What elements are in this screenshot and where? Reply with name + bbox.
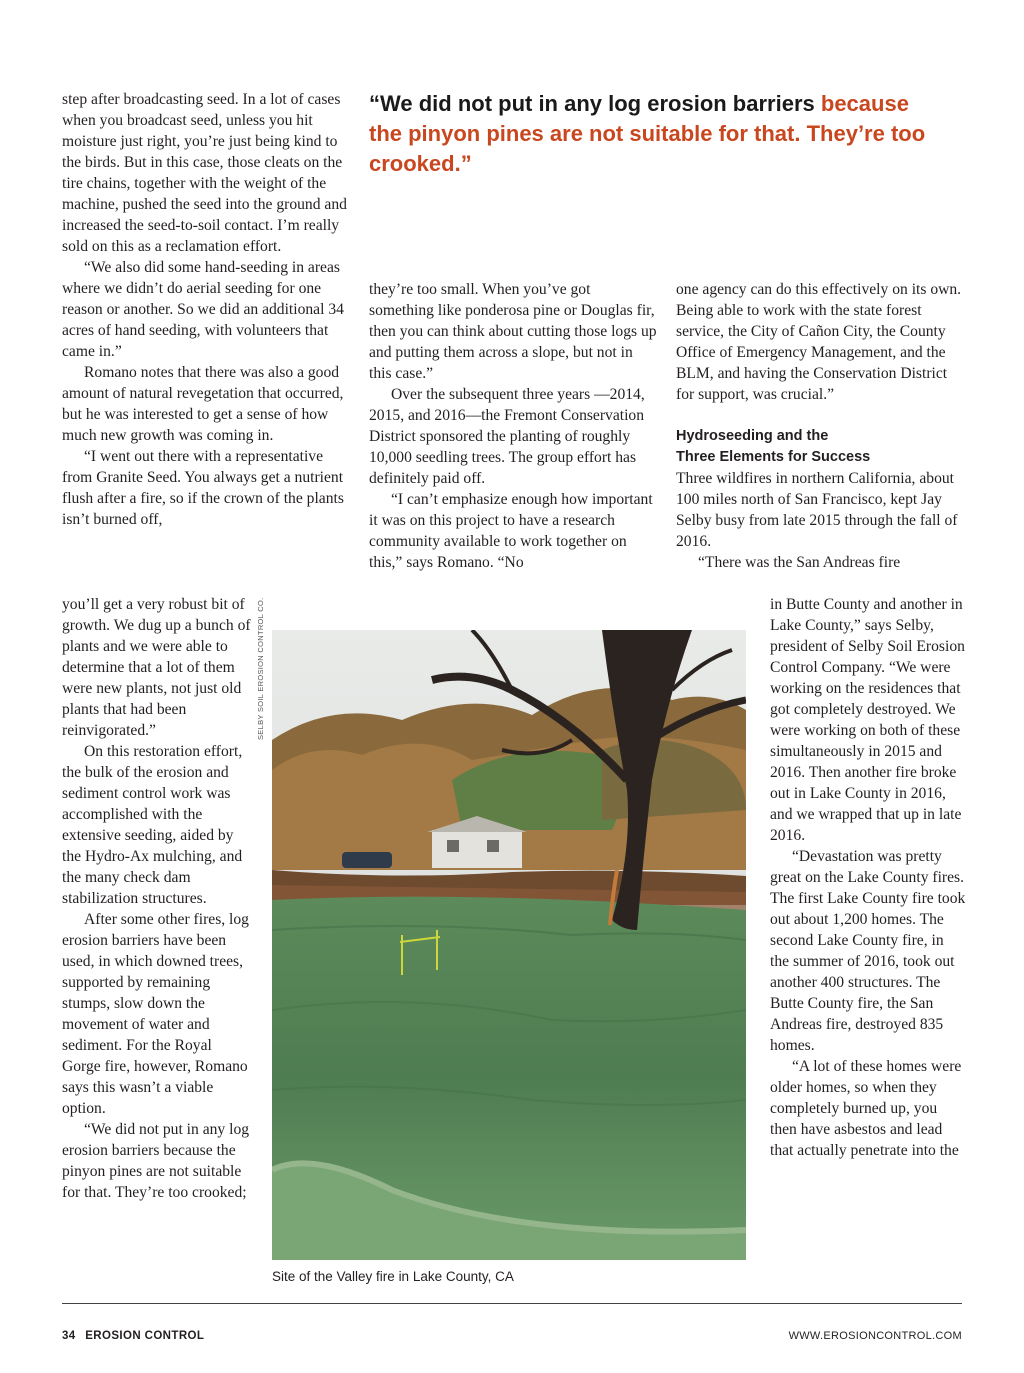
column3 <box>676 279 966 573</box>
pull-quote-part1: “We did not put in any log erosion barriers <box>369 91 815 116</box>
subhead-line1: Hydroseeding and the <box>676 428 829 444</box>
column2 <box>369 279 659 573</box>
column3-top <box>676 279 966 405</box>
column1-top <box>62 89 352 530</box>
section-subhead <box>676 426 966 468</box>
paragraph: “A lot of these homes were older homes, so when they completely burned up, you then have asbestos and lead that actually penetrate into the <box>770 1058 962 1159</box>
paragraph: “I went out there with a representative from Granite Seed. You always get a nutrient flush after a fire, so if the crown of the plants isn’t burned off, <box>62 448 344 528</box>
paragraph: “Devastation was pretty great on the Lake County fires. The first Lake County fire took out about 1,200 homes. The second Lake County fire, in the summer of 2016, took out another 400 structures. The Butte County fire, the San Andreas fire, destroyed 835 homes. <box>770 848 966 1054</box>
subhead-line2: Three Elements for Success <box>676 449 871 465</box>
footer-url: WWW.EROSIONCONTROL.COM <box>788 1330 962 1342</box>
footer-divider <box>62 1303 962 1304</box>
paragraph: Over the subsequent three years —2014, 2015, and 2016—the Fremont Conservation District sponsored the planting of roughly 10,000 seedling trees. The group effort has definitely paid off. <box>369 386 645 487</box>
paragraph: “We also did some hand-seeding in areas where we didn’t do aerial seeding for one reason or another. So we did an additional 34 acres of hand seeding, with volunteers that came in.” <box>62 259 344 360</box>
paragraph: step after broadcasting seed. In a lot of cases when you broadcast seed, unless you hit moisture just right, you’re just being kind to the birds. But in this case, those cleats on the tire chains, together with the weight of the machine, pushed the seed into the ground and increased the seed-to-soil contact. I’m really sold on this as a reclamation effort. <box>62 91 347 255</box>
magazine-name: EROSION CONTROL <box>85 1330 205 1342</box>
footer-left <box>62 1330 204 1342</box>
photo-illustration <box>272 630 746 1260</box>
paragraph: “We did not put in any log erosion barriers because the pinyon pines are not suitable for that. They’re too crooked; <box>62 1121 250 1201</box>
column3-narrow <box>770 594 966 1161</box>
paragraph: Romano notes that there was also a good amount of natural revegetation that occurred, but he was interested to get a sense of how much new growth was coming in. <box>62 364 344 444</box>
paragraph: On this restoration effort, the bulk of the erosion and sediment control work was accomplished with the extensive seeding, aided by the Hydro-Ax mulching, and the many check dam stabilization structures. <box>62 743 243 907</box>
pull-quote <box>369 89 929 179</box>
paragraph: in Butte County and another in Lake County,” says Selby, president of Selby Soil Erosion Control Company. “We were working on the residences that got completely destroyed. We were working on both of these simultaneously in 2015 and 2016. Then another fire broke out in Lake County in 2016, and we wrapped that up in late 2016. <box>770 596 965 844</box>
paragraph: After some other fires, log erosion barriers have been used, in which downed trees, supported by remaining stumps, slow down the movement of water and sediment. For the Royal Gorge fire, however, Romano says this wasn’t a viable option. <box>62 911 249 1117</box>
column3-mid <box>676 468 966 573</box>
paragraph: they’re too small. When you’ve got something like ponderosa pine or Douglas fir, then you can think about cutting those logs up and putting them across a slope, but not in this case.” <box>369 281 657 382</box>
pull-quote-part2: because the pinyon pines are not suitable for that. They’re too crooked.” <box>369 91 926 176</box>
paragraph: one agency can do this effectively on its own. Being able to work with the state forest service, the City of Cañon City, the County Office of Emergency Management, and the BLM, and having the Conservation District for support, was crucial.” <box>676 281 962 403</box>
paragraph: you’ll get a very robust bit of growth. We dug up a bunch of plants and we were able to determine that a lot of them were new plants, not just old plants that had been reinvigorated.” <box>62 596 251 739</box>
photo-valley-fire-site <box>272 630 746 1260</box>
page-number: 34 <box>62 1330 76 1342</box>
photo-credit: SELBY SOIL EROSION CONTROL CO. <box>256 597 265 740</box>
column1-narrow <box>62 594 252 1203</box>
photo-caption: Site of the Valley fire in Lake County, CA <box>272 1269 514 1284</box>
paragraph: “I can’t emphasize enough how important it was on this project to have a research community available to work together on this,” says Romano. “No <box>369 491 653 571</box>
paragraph: “There was the San Andreas fire <box>698 554 901 571</box>
paragraph: Three wildfires in northern California, about 100 miles north of San Francisco, kept Jay Selby busy from late 2015 through the fall of 2016. <box>676 470 958 550</box>
